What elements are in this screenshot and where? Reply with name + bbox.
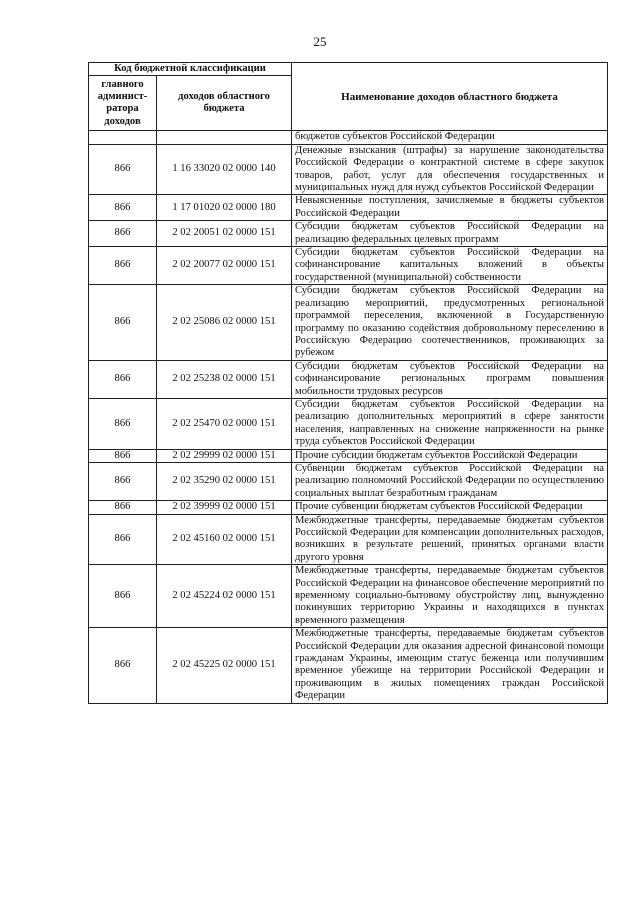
revenue-code: 1 17 01020 02 0000 180 — [157, 195, 292, 221]
revenue-name: Субсидии бюджетам субъектов Российской Федерации на софинансирование капитальных вложений в объекты государственной (муниципальной) собственности — [292, 247, 608, 285]
administrator-code: 866 — [89, 398, 157, 449]
revenue-code: 2 02 45160 02 0000 151 — [157, 514, 292, 565]
revenue-name: Субсидии бюджетам субъектов Российской Федерации на реализацию дополнительных мероприятий в сфере занятости населения, направленных на снижение напряженности на рынке труда субъектов Российской Федерации — [292, 398, 608, 449]
administrator-code: 866 — [89, 195, 157, 221]
revenue-name: Межбюджетные трансферты, передаваемые бюджетам субъектов Российской Федерации для оказания адресной финансовой помощи гражданам Украины, имеющим статус беженца или получившим временное убежище на территории Российской Федерации и проживающим в жилых помещениях граждан Российской Федерации — [292, 628, 608, 703]
revenue-code: 2 02 20077 02 0000 151 — [157, 247, 292, 285]
revenue-name: Субсидии бюджетам субъектов Российской Федерации на реализацию федеральных целевых программ — [292, 221, 608, 247]
revenue-name: Денежные взыскания (штрафы) за нарушение законодательства Российской Федерации о контрактной системе в сфере закупок товаров, работ, услуг для обеспечения государственных и муниципальных нужд для нужд субъектов Российской Федерации — [292, 144, 608, 195]
administrator-code: 866 — [89, 285, 157, 360]
revenue-code: 2 02 45224 02 0000 151 — [157, 565, 292, 628]
table-row — [89, 514, 608, 565]
header-regional-revenue-code: доходов областного бюджета — [157, 76, 292, 131]
revenue-name: Субвенции бюджетам субъектов Российской Федерации на реализацию полномочий Российской Федерации по осуществлению социальных выплат безработным гражданам — [292, 462, 608, 500]
table-row — [89, 221, 608, 247]
table-row — [89, 628, 608, 703]
page-number: 25 — [313, 34, 327, 49]
table-row — [89, 501, 608, 514]
administrator-code: 866 — [89, 247, 157, 285]
table-row — [89, 360, 608, 398]
revenue-code: 2 02 35290 02 0000 151 — [157, 462, 292, 500]
revenue-code: 2 02 29999 02 0000 151 — [157, 449, 292, 462]
revenue-name: Субсидии бюджетам субъектов Российской Федерации на софинансирование региональных программ повышения мобильности трудовых ресурсов — [292, 360, 608, 398]
header-revenue-name: Наименование доходов областного бюджета — [292, 63, 608, 131]
revenue-code: 2 02 39999 02 0000 151 — [157, 501, 292, 514]
administrator-code: 866 — [89, 144, 157, 195]
table-row — [89, 285, 608, 360]
revenue-name: Субсидии бюджетам субъектов Российской Федерации на реализацию мероприятий, предусмотренных региональной программой переселения, включенной в Государственную программу по оказанию содействия добровольному переселению в Российскую Федерацию соотечественников, проживающих за рубежом — [292, 285, 608, 360]
administrator-code: 866 — [89, 221, 157, 247]
table-row — [89, 565, 608, 628]
table-row — [89, 449, 608, 462]
administrator-code: 866 — [89, 462, 157, 500]
administrator-code: 866 — [89, 628, 157, 703]
revenue-name: Межбюджетные трансферты, передаваемые бюджетам субъектов Российской Федерации на финансовое обеспечение мероприятий по временному социально-бытовому обустройству лиц, вынужденно покинувших территорию Украины и находящихся в пунктах временного размещения — [292, 565, 608, 628]
revenue-name: Межбюджетные трансферты, передаваемые бюджетам субъектов Российской Федерации для компенсации дополнительных расходов, возникших в результате решений, принятых органами власти другого уровня — [292, 514, 608, 565]
revenue-code: 2 02 20051 02 0000 151 — [157, 221, 292, 247]
administrator-code: 866 — [89, 514, 157, 565]
revenue-name: Прочие субвенции бюджетам субъектов Российской Федерации — [292, 501, 608, 514]
revenue-code: 2 02 25470 02 0000 151 — [157, 398, 292, 449]
table-row — [89, 247, 608, 285]
administrator-code: 866 — [89, 360, 157, 398]
continuation-cell-empty — [157, 131, 292, 144]
table-row — [89, 144, 608, 195]
table-row — [89, 398, 608, 449]
table-row — [89, 195, 608, 221]
revenue-name: Невыясненные поступления, зачисляемые в бюджеты субъектов Российской Федерации — [292, 195, 608, 221]
header-group-budget-code: Код бюджетной классификации — [89, 63, 292, 76]
revenue-code: 2 02 25086 02 0000 151 — [157, 285, 292, 360]
revenue-code: 2 02 25238 02 0000 151 — [157, 360, 292, 398]
continuation-cell-empty — [89, 131, 157, 144]
revenue-code: 2 02 45225 02 0000 151 — [157, 628, 292, 703]
administrator-code: 866 — [89, 501, 157, 514]
budget-classification-table — [88, 62, 608, 704]
table-row — [89, 462, 608, 500]
continuation-text: бюджетов субъектов Российской Федерации — [292, 131, 608, 144]
revenue-code: 1 16 33020 02 0000 140 — [157, 144, 292, 195]
header-chief-administrator: главного админист-ратора доходов — [89, 76, 157, 131]
administrator-code: 866 — [89, 449, 157, 462]
revenue-name: Прочие субсидии бюджетам субъектов Российской Федерации — [292, 449, 608, 462]
administrator-code: 866 — [89, 565, 157, 628]
